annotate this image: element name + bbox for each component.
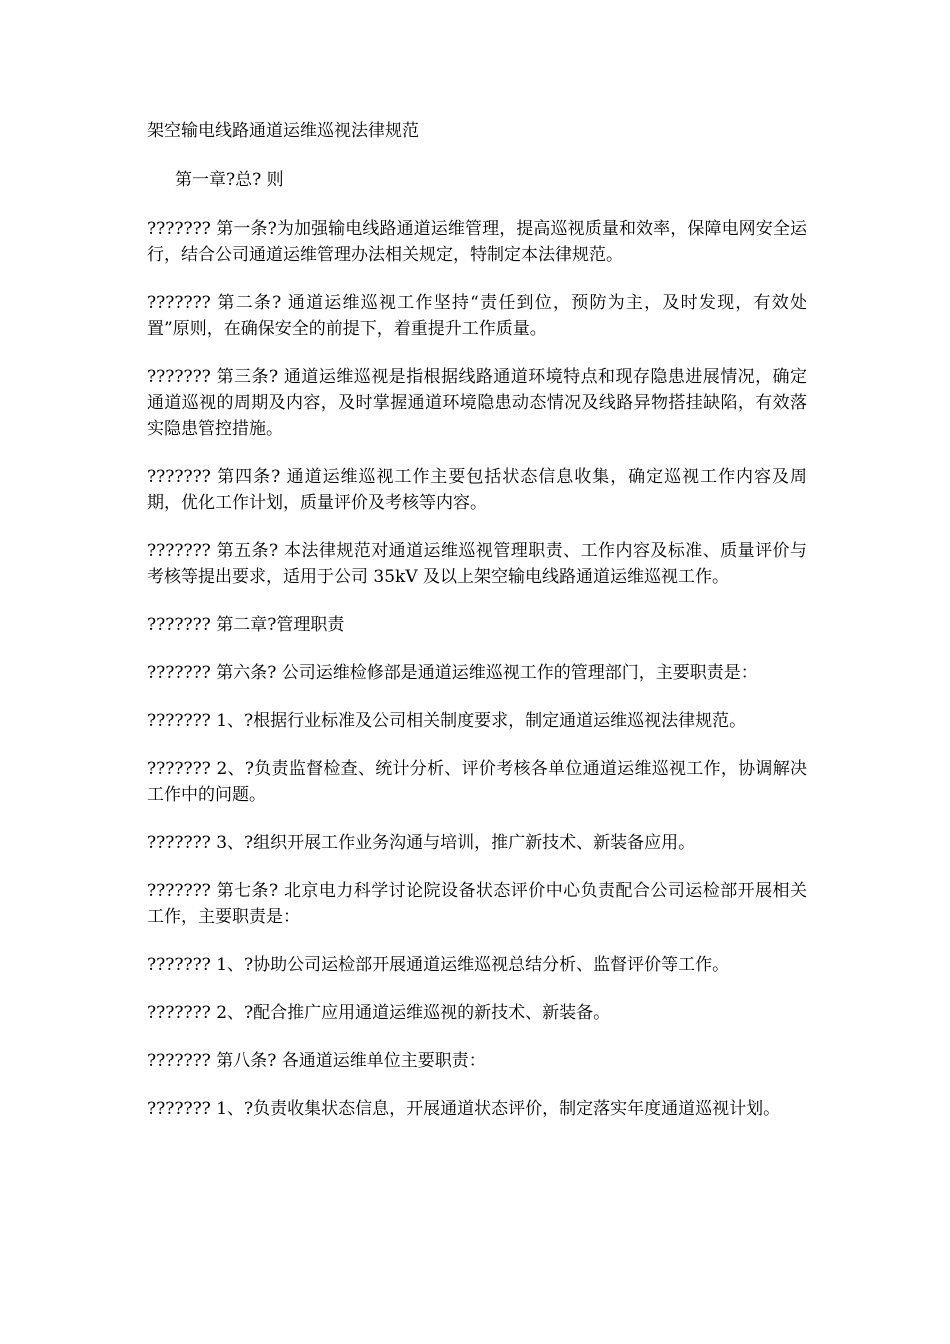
article-6-item-3: ??????? 3、?组织开展工作业务沟通与培训，推广新技术、新装备应用。 bbox=[147, 833, 696, 853]
article-8-item-1: ??????? 1、?负责收集状态信息，开展通道状态评价，制定落实年度通道巡视计划。 bbox=[147, 1099, 781, 1119]
document-title: 架空输电线路通道运维巡视法律规范 bbox=[147, 121, 419, 141]
article-5: ??????? 第五条? 本法律规范对通道运维巡视管理职责、工作内容及标准、质量评价与考核等提出要求，适用于公司 35kV 及以上架空输电线路通道运维巡视工作。 bbox=[147, 541, 807, 587]
article-4: ??????? 第四条? 通道运维巡视工作主要包括状态信息收集，确定巡视工作内容及周期，优化工作计划，质量评价及考核等内容。 bbox=[147, 467, 807, 513]
article-7-item-2: ??????? 2、?配合推广应用通道运维巡视的新技术、新装备。 bbox=[147, 1003, 611, 1023]
article-1: ??????? 第一条?为加强输电线路通道运维管理，提高巡视质量和效率，保障电网安全运行，结合公司通道运维管理办法相关规定，特制定本法律规范。 bbox=[147, 219, 807, 265]
article-7-item-1: ??????? 1、?协助公司运检部开展通道运维巡视总结分析、监督评价等工作。 bbox=[147, 955, 730, 975]
article-6-item-1: ??????? 1、?根据行业标准及公司相关制度要求，制定通道运维巡视法律规范。 bbox=[147, 711, 747, 731]
chapter-1-heading: 第一章?总? 则 bbox=[175, 170, 284, 190]
article-2: ??????? 第二条? 通道运维巡视工作坚持“责任到位，预防为主，及时发现，有效处置”原则，在确保安全的前提下，着重提升工作质量。 bbox=[147, 293, 807, 339]
article-6: ??????? 第六条? 公司运维检修部是通道运维巡视工作的管理部门，主要职责是： bbox=[147, 663, 758, 683]
document-page bbox=[147, 118, 807, 1144]
article-7: ??????? 第七条? 北京电力科学讨论院设备状态评价中心负责配合公司运检部开展相关工作，主要职责是： bbox=[147, 881, 807, 927]
article-8: ??????? 第八条? 各通道运维单位主要职责： bbox=[147, 1051, 486, 1071]
article-3: ??????? 第三条? 通道运维巡视是指根据线路通道环境特点和现存隐患进展情况，确定通道巡视的周期及内容，及时掌握通道环境隐患动态情况及线路异物搭挂缺陷，有效落实隐患管控措施。 bbox=[147, 367, 807, 439]
chapter-2-heading: ??????? 第二章?管理职责 bbox=[147, 615, 345, 635]
article-6-item-2: ??????? 2、?负责监督检查、统计分析、评价考核各单位通道运维巡视工作，协调解决工作中的问题。 bbox=[147, 759, 807, 805]
